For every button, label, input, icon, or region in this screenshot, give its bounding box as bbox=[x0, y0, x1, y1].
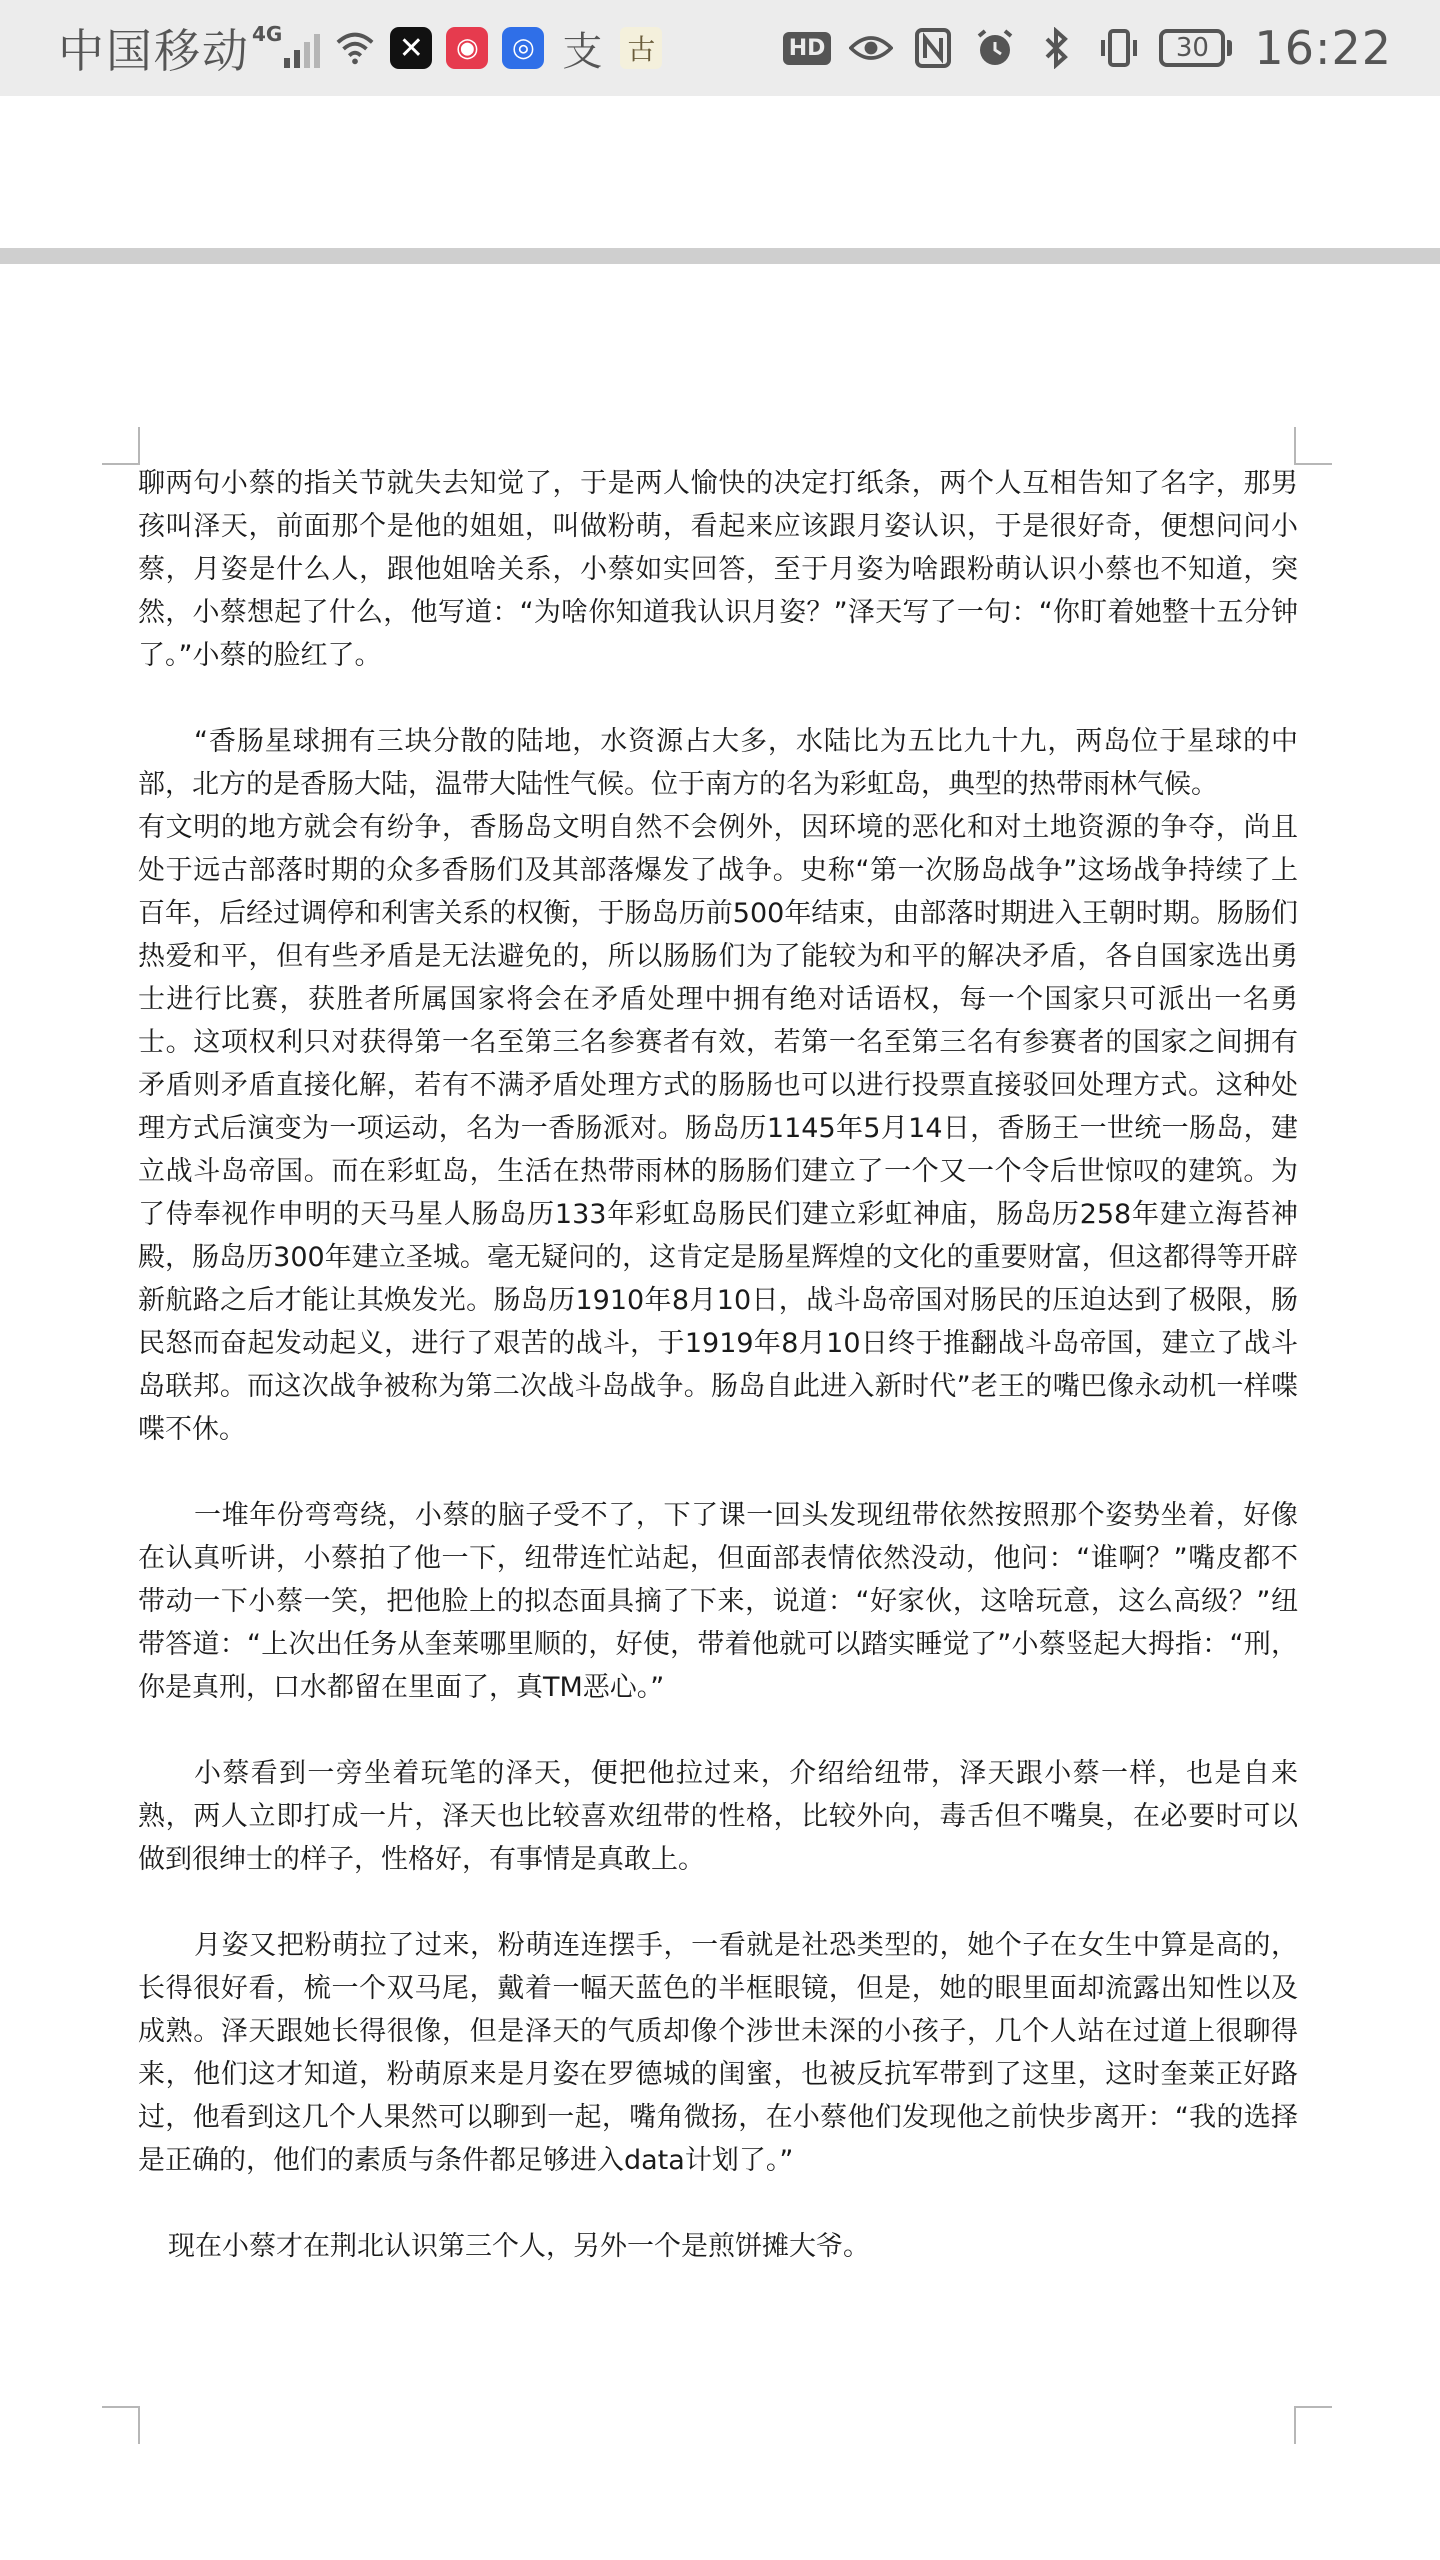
vibrate-icon bbox=[1097, 26, 1141, 70]
paragraph: 聊两句小蔡的指关节就失去知觉了，于是两人愉快的决定打纸条，两个人互相告知了名字，那男孩叫泽天，前面那个是他的姐姐，叫做粉萌，看起来应该跟月姿认识，于是很好奇，便想问问小蔡，月姿是什么人，跟他姐啥关系，小蔡如实回答，至于月姿为啥跟粉萌认识小蔡也不知道，突然，小蔡想起了什么，他写道：“为啥你知道我认识月姿？”泽天写了一句：“你盯着她整十五分钟了。”小蔡的脸红了。 bbox=[138, 468, 1298, 671]
eye-icon bbox=[849, 26, 893, 70]
status-bar bbox=[0, 0, 1440, 96]
bluetooth-icon bbox=[1035, 26, 1079, 70]
toolbar-divider bbox=[0, 248, 1440, 264]
page-corner-bottom-left bbox=[102, 2406, 140, 2444]
red-app-icon: ◉ bbox=[446, 27, 488, 69]
paragraph: 月姿又把粉萌拉了过来，粉萌连连摆手，一看就是社恐类型的，她个子在女生中算是高的，长得很好看，梳一个双马尾，戴着一幅天蓝色的半框眼镜，但是，她的眼里面却流露出知性以及成熟。泽天跟她长得很像，但是泽天的气质却像个涉世未深的小孩子，几个人站在过道上很聊得来，他们这才知道，粉萌原来是月姿在罗德城的闺蜜，也被反抗军带到了这里，这时奎莱正好路过，他看到这几个人果然可以聊到一起，嘴角微扬，在小蔡他们发现他之前快步离开：“我的选择是正确的，他们的素质与条件都足够进入data计划了。” bbox=[138, 1930, 1298, 2176]
battery-level: 30 bbox=[1159, 29, 1225, 67]
capcut-icon: ✕ bbox=[390, 27, 432, 69]
signal-icon bbox=[284, 28, 320, 68]
blue-bulb-icon: ◎ bbox=[502, 27, 544, 69]
network-type: 4G bbox=[252, 22, 283, 46]
wifi-icon bbox=[334, 27, 376, 69]
status-bar-left bbox=[58, 0, 662, 96]
status-bar-right bbox=[783, 0, 1392, 96]
alarm-icon bbox=[973, 26, 1017, 70]
paragraph: 一堆年份弯弯绕，小蔡的脑子受不了，下了课一回头发现纽带依然按照那个姿势坐着，好像在认真听讲，小蔡拍了他一下，纽带连忙站起，但面部表情依然没动，他问：“谁啊？”嘴皮都不带动一下小蔡一笑，把他脸上的拟态面具摘了下来，说道：“好家伙，这啥玩意，这么高级？”纽带答道：“上次出任务从奎莱哪里顺的，好使，带着他就可以踏实睡觉了”小蔡竖起大拇指：“刑，你是真刑，口水都留在里面了，真TM恶心。” bbox=[138, 1500, 1298, 1703]
document-body[interactable] bbox=[138, 462, 1298, 2268]
hd-badge: HD bbox=[783, 32, 832, 65]
paragraph: 现在小蔡才在荆北认识第三个人，另外一个是煎饼摊大爷。 bbox=[168, 2231, 870, 2262]
alipay-icon: 支 bbox=[562, 28, 603, 75]
page-corner-bottom-right bbox=[1294, 2406, 1332, 2444]
clock: 16:22 bbox=[1254, 21, 1392, 75]
app-toolbar-area bbox=[0, 96, 1440, 248]
nfc-icon bbox=[911, 26, 955, 70]
gu-app-icon: 古 bbox=[620, 27, 662, 69]
paragraph: 小蔡看到一旁坐着玩笔的泽天，便把他拉过来，介绍给纽带，泽天跟小蔡一样，也是自来熟，两人立即打成一片，泽天也比较喜欢纽带的性格，比较外向，毒舌但不嘴臭，在必要时可以做到很绅士的样子，性格好，有事情是真敢上。 bbox=[138, 1758, 1298, 1875]
battery-icon bbox=[1159, 29, 1232, 67]
carrier-name: 中国移动 bbox=[58, 24, 250, 78]
paragraph: “香肠星球拥有三块分散的陆地，水资源占大多，水陆比为五比九十九，两岛位于星球的中部，北方的是香肠大陆，温带大陆性气候。位于南方的名为彩虹岛，典型的热带雨林气候。 bbox=[138, 726, 1298, 800]
page-corner-top-right bbox=[1294, 427, 1332, 465]
page-corner-top-left bbox=[102, 427, 140, 465]
paragraph: 有文明的地方就会有纷争，香肠岛文明自然不会例外，因环境的恶化和对土地资源的争夺，尚且处于远古部落时期的众多香肠们及其部落爆发了战争。史称“第一次肠岛战争”这场战争持续了上百年，后经过调停和利害关系的权衡，于肠岛历前500年结束，由部落时期进入王朝时期。肠肠们热爱和平，但有些矛盾是无法避免的，所以肠肠们为了能较为和平的解决矛盾，各自国家选出勇士进行比赛，获胜者所属国家将会在矛盾处理中拥有绝对话语权，每一个国家只可派出一名勇士。这项权利只对获得第一名至第三名参赛者有效，若第一名至第三名有参赛者的国家之间拥有矛盾则矛盾直接化解，若有不满矛盾处理方式的肠肠也可以进行投票直接驳回处理方式。这种处理方式后演变为一项运动，名为一香肠派对。肠岛历1145年5月14日，香肠王一世统一肠岛，建立战斗岛帝国。而在彩虹岛，生活在热带雨林的肠肠们建立了一个又一个令后世惊叹的建筑。为了侍奉视作申明的天马星人肠岛历133年彩虹岛肠民们建立彩虹神庙，肠岛历258年建立海苔神殿，肠岛历300年建立圣城。毫无疑问的，这肯定是肠星辉煌的文化的重要财富，但这都得等开辟新航路之后才能让其焕发光。肠岛历1910年8月10日，战斗岛帝国对肠民的压迫达到了极限，肠民怒而奋起发动起义，进行了艰苦的战斗，于1919年8月10日终于推翻战斗岛帝国，建立了战斗岛联邦。而这次战争被称为第二次战斗岛战争。肠岛自此进入新时代”老王的嘴巴像永动机一样喋喋不休。 bbox=[138, 812, 1298, 1445]
